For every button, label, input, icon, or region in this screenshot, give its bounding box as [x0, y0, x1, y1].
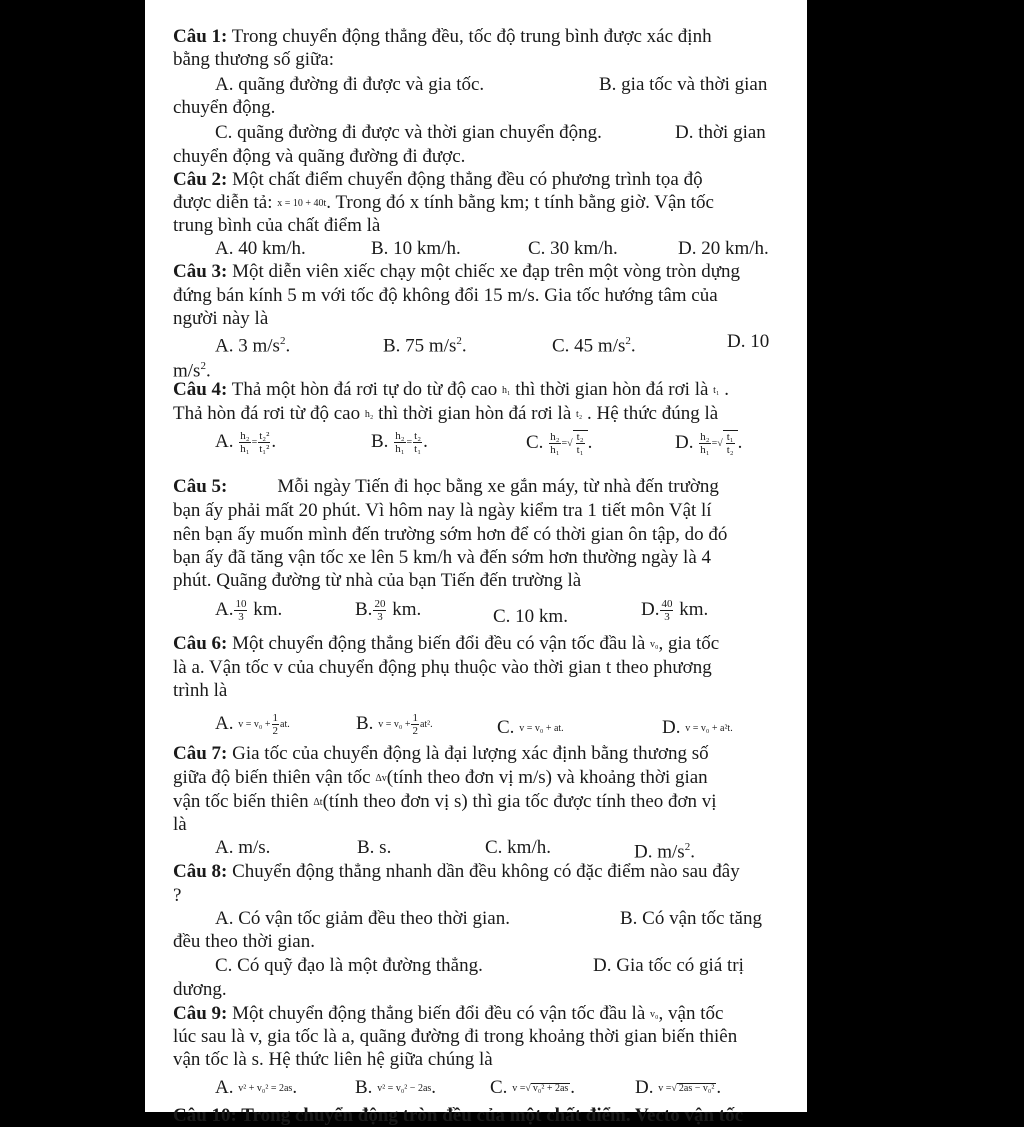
q7-option-d: D. $m/s^2$.	[634, 841, 695, 863]
document-page	[145, 0, 807, 1126]
q3-option-b: B. 75 $m/s^2$.	[383, 335, 467, 357]
q9-option-c: C. v =√ v₀² + 2as .	[490, 1077, 576, 1098]
q8-line3: đều theo thời gian.	[173, 931, 315, 952]
q9-line2: lúc sau là v, gia tốc là a, quãng đường đi trong khoảng thời gian biến thiên	[173, 1026, 738, 1047]
q6-line2: là a. Vận tốc v của chuyển động phụ thuộc vào thời gian t theo phương	[173, 657, 712, 678]
q8-option-a: A. Có vận tốc giảm đều theo thời gian.	[215, 908, 510, 929]
q8-option-b: B. Có vận tốc tăng	[620, 908, 762, 929]
q8-line4: dương.	[173, 979, 227, 1000]
q5-line5: phút. Quãng đường từ nhà của bạn Tiến đến trường là	[173, 570, 582, 591]
q6-line3: trình là	[173, 680, 228, 701]
q1-option-a: A. quãng đường đi được và gia tốc.	[215, 74, 485, 95]
q6-option-a: A. v = v₀ + $\frac{1}{2}$ at.	[215, 712, 290, 738]
q3-line3: người này là	[173, 308, 269, 329]
q7-line3: vận tốc biến thiên Δt(tính theo đơn vị s) thì gia tốc được tính theo đơn vị	[173, 791, 717, 812]
q3-option-c: C. 45 $m/s^2$.	[552, 335, 636, 357]
q7-line4: là	[173, 814, 187, 835]
q2-line2: được diễn tả: x = 10 + 40t. Trong đó x tính bằng km; t tính bằng giờ. Vận tốc	[173, 192, 714, 213]
q8-line1: Câu 8: Chuyển động thẳng nhanh dần đều không có đặc điểm nào sau đây	[173, 861, 740, 882]
q4-line1: Câu 4: Thả một hòn đá rơi tự do từ độ cao h₁ thì thời gian hòn đá rơi là t₁ .	[173, 379, 729, 400]
q2-option-a: A. 40 km/h.	[215, 238, 306, 259]
q7-line2: giữa độ biến thiên vận tốc Δv(tính theo đơn vị m/s) và khoảng thời gian	[173, 767, 708, 788]
q9-line1: Câu 9: Một chuyển động thẳng biến đổi đều có vận tốc đầu là v₀, vận tốc	[173, 1003, 724, 1024]
q5-option-c: C. 10 km.	[493, 606, 568, 627]
q3-line1: Câu 3: Một diễn viên xiếc chạy một chiếc xe đạp trên một vòng tròn dựng	[173, 261, 740, 282]
q4-option-d: D. $\frac{\text{h₂}}{\text{h₁}}$ =√ $\frac{\text{t₁}}{\text{t₂}}$ .	[675, 431, 743, 457]
q7-line1: Câu 7: Gia tốc của chuyển động là đại lượng xác định bằng thương số	[173, 743, 709, 764]
q2-option-b: B. 10 km/h.	[371, 238, 461, 259]
q4-option-b: B. $\frac{\text{h₂}}{\text{h₁}}$ = $\frac{\text{t₂}}{\text{t₁}}$ .	[371, 430, 428, 456]
q9-option-a: A. v² + v₀² = 2as.	[215, 1077, 298, 1098]
q5-option-d: D. $\frac{40}{3}$ km.	[641, 598, 709, 624]
q6-option-c: C. v = v₀ + at.	[497, 717, 564, 738]
q7-option-b: B. s.	[357, 837, 392, 858]
q9-option-b: B. v² = v₀² − 2as.	[355, 1077, 437, 1098]
q1-line4: chuyển động và quãng đường đi được.	[173, 146, 466, 167]
q9-option-d: D. v =√ 2as − v₀² .	[635, 1077, 722, 1098]
q10-cut-line: Câu 10: Trong chuyển động tròn đều của một chất điểm. Vecto vận tốc	[173, 1105, 744, 1126]
q2-option-d: D. 20 km/h.	[678, 238, 769, 259]
q1-option-c: C. quãng đường đi được và thời gian chuyển động.	[215, 122, 602, 143]
q5-line1: Câu 5: Mỗi ngày Tiến đi học bằng xe gắn máy, từ nhà đến trường	[173, 476, 719, 497]
q1-line3: chuyển động.	[173, 97, 276, 118]
q1-line2: bằng thương số giữa:	[173, 49, 334, 70]
q6-line1: Câu 6: Một chuyển động thẳng biến đổi đều có vận tốc đầu là v₀, gia tốc	[173, 633, 720, 654]
q3-line4: $m/s^2$.	[173, 360, 211, 382]
q2-option-c: C. 30 km/h.	[528, 238, 618, 259]
q8-line2: ?	[173, 885, 182, 906]
q1-line1: Câu 1: Trong chuyển động thẳng đều, tốc độ trung bình được xác định	[173, 26, 712, 47]
q1-option-b: B. gia tốc và thời gian	[599, 74, 768, 95]
q5-line4: bạn ấy đã tăng vận tốc xe lên 5 km/h và đến sớm hơn thường ngày là 4	[173, 547, 712, 568]
q7-option-a: A. m/s.	[215, 837, 271, 858]
q3-option-d: D. 10	[727, 331, 770, 352]
q1-option-d: D. thời gian	[675, 122, 766, 143]
q2-line1: Câu 2: Một chất điểm chuyển động thẳng đều có phương trình tọa độ	[173, 169, 703, 190]
q6-option-d: D. v = v₀ + a²t.	[662, 717, 733, 738]
q8-option-d: D. Gia tốc có giá trị	[593, 955, 744, 976]
q5-line3: nên bạn ấy muốn mình đến trường sớm hơn để có thời gian ôn tập, do đó	[173, 524, 728, 545]
q8-option-c: C. Có quỹ đạo là một đường thẳng.	[215, 955, 483, 976]
q3-option-a: A. 3 $m/s^2$.	[215, 335, 291, 357]
q6-option-b: B. v = v₀ + $\frac{1}{2}$ at².	[356, 712, 433, 738]
q2-formula: x = 10 + 40t	[277, 197, 327, 209]
q2-line3: trung bình của chất điểm là	[173, 215, 381, 236]
q4-option-a: A. $\frac{\text{h₂}}{\text{h₁}}$ = $\frac{\text{t₂²}}{\text{t₁²}}$ .	[215, 430, 277, 456]
q5-line2: bạn ấy phải mất 20 phút. Vì hôm nay là ngày kiểm tra 1 tiết môn Vật lí	[173, 500, 712, 521]
q4-line2: Thả hòn đá rơi từ độ cao h₂ thì thời gian hòn đá rơi là t₂ . Hệ thức đúng là	[173, 403, 719, 424]
q5-option-a: A. $\frac{10}{3}$ km.	[215, 598, 283, 624]
q5-option-b: B. $\frac{20}{3}$ km.	[355, 598, 422, 624]
q7-option-c: C. km/h.	[485, 837, 551, 858]
q9-line3: vận tốc là s. Hệ thức liên hệ giữa chúng là	[173, 1049, 493, 1070]
q3-line2: đứng bán kính 5 m với tốc độ không đổi 15 m/s. Gia tốc hướng tâm của	[173, 285, 718, 306]
q4-option-c: C. $\frac{\text{h₂}}{\text{h₁}}$ =√ $\frac{\text{t₂}}{\text{t₁}}$ .	[526, 431, 593, 457]
